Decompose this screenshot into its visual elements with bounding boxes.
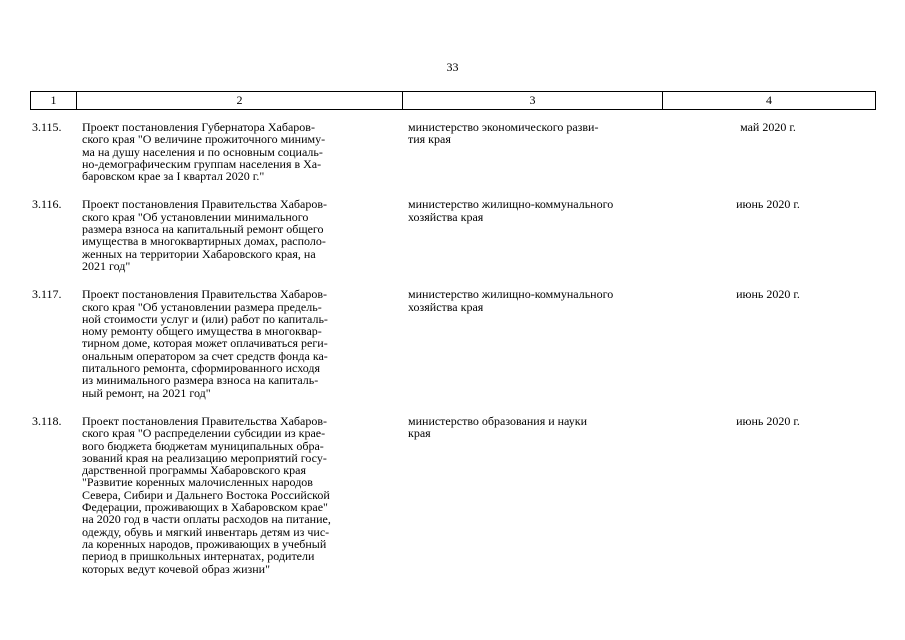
column-header-1: 1 [31,92,77,109]
row-responsible-org [402,121,662,182]
title-line: ональным оператором за счет средств фонда ка- [82,348,328,363]
title-line: ского края "Об установлении размера предель- [82,299,322,314]
title-line: Федерации, проживающих в Хабаровском крае" [82,500,328,515]
row-document-title [76,415,402,575]
org-line: министерство образования и науки [408,413,588,428]
column-header-3: 3 [403,92,663,109]
table-row [30,415,876,575]
title-line: Проект постановления Правительства Хабаров- [82,197,328,212]
row-responsible-org [402,415,662,575]
row-document-title [76,121,402,182]
row-deadline: июнь 2020 г. [736,287,800,302]
title-line: баровском крае за I квартал 2020 г." [82,169,265,184]
title-line: Севера, Сибири и Дальнего Востока Российской [82,487,330,502]
row-responsible-org [402,288,662,399]
row-responsible-org [402,198,662,272]
org-line: министерство жилищно-коммунального [408,287,614,302]
title-line: период в пришкольных интернатах, родители [82,549,315,564]
table-body [30,121,876,575]
title-line: питального ремонта, сформированного исходя [82,361,321,376]
org-line: министерство экономического разви- [408,120,599,134]
title-line: ского края "О величине прожиточного миниму- [82,132,326,147]
title-line: которых ведут кочевой образ жизни" [82,561,270,576]
title-line: ный ремонт, на 2021 год" [82,385,211,400]
title-line: ла коренных народов, проживающих в учебный [82,536,327,551]
page-number: 33 [446,60,459,74]
title-line: но-демографическим группам населения в Ха- [82,156,322,171]
org-line: тия края [408,132,451,147]
title-line: вого бюджета бюджетам муниципальных обра- [82,438,324,453]
org-line: хозяйства края [408,209,484,224]
row-number: 3.116. [32,197,62,212]
row-number: 3.117. [32,287,62,302]
title-line: Проект постановления Губернатора Хабаров- [82,120,315,134]
title-line: имущества в многоквартирных домах, располо- [82,234,326,249]
title-line: размера взноса на капитальный ремонт общего [82,222,324,237]
row-deadline: май 2020 г. [740,120,796,134]
title-line: зований края на реализацию мероприятий госу- [82,450,327,465]
title-line: одежду, обувь и мягкий инвентарь детям из чис- [82,524,330,539]
row-number: 3.118. [32,413,62,428]
title-line: ной стоимости услуг и (или) работ по капиталь- [82,311,328,326]
title-line: ского края "О распределении субсидии из крае- [82,426,326,441]
org-line: министерство жилищно-коммунального [408,197,614,212]
row-document-title [76,198,402,272]
title-line: ному ремонту общего имущества в многоквар- [82,324,322,339]
title-line: из минимального размера взноса на капиталь- [82,373,319,388]
title-line: на 2020 год в части оплаты расходов на питание, [82,512,331,527]
title-line: 2021 год" [82,258,131,273]
column-header-4: 4 [766,93,772,107]
title-line: женных на территории Хабаровского края, на [82,246,316,261]
row-number: 3.115. [32,120,62,134]
table-row [30,288,876,399]
title-line: ма на душу населения и по основным социаль- [82,144,323,159]
org-line: края [408,426,431,441]
org-line: хозяйства края [408,299,484,314]
title-line: Проект постановления Правительства Хабаров- [82,413,328,428]
row-document-title [76,288,402,399]
table-row [30,198,876,272]
table-row [30,121,876,182]
title-line: дарственной программы Хабаровского края [82,463,306,478]
title-line: Проект постановления Правительства Хабаров- [82,287,328,302]
row-deadline: июнь 2020 г. [736,197,800,212]
column-header-2: 2 [77,92,403,109]
title-line: "Развитие коренных малочисленных народов [82,475,313,490]
row-deadline: июнь 2020 г. [736,413,800,428]
title-line: тирном доме, которая может оплачиваться реги- [82,336,328,351]
table-header [30,91,876,110]
title-line: ского края "Об установлении минимального [82,209,309,224]
